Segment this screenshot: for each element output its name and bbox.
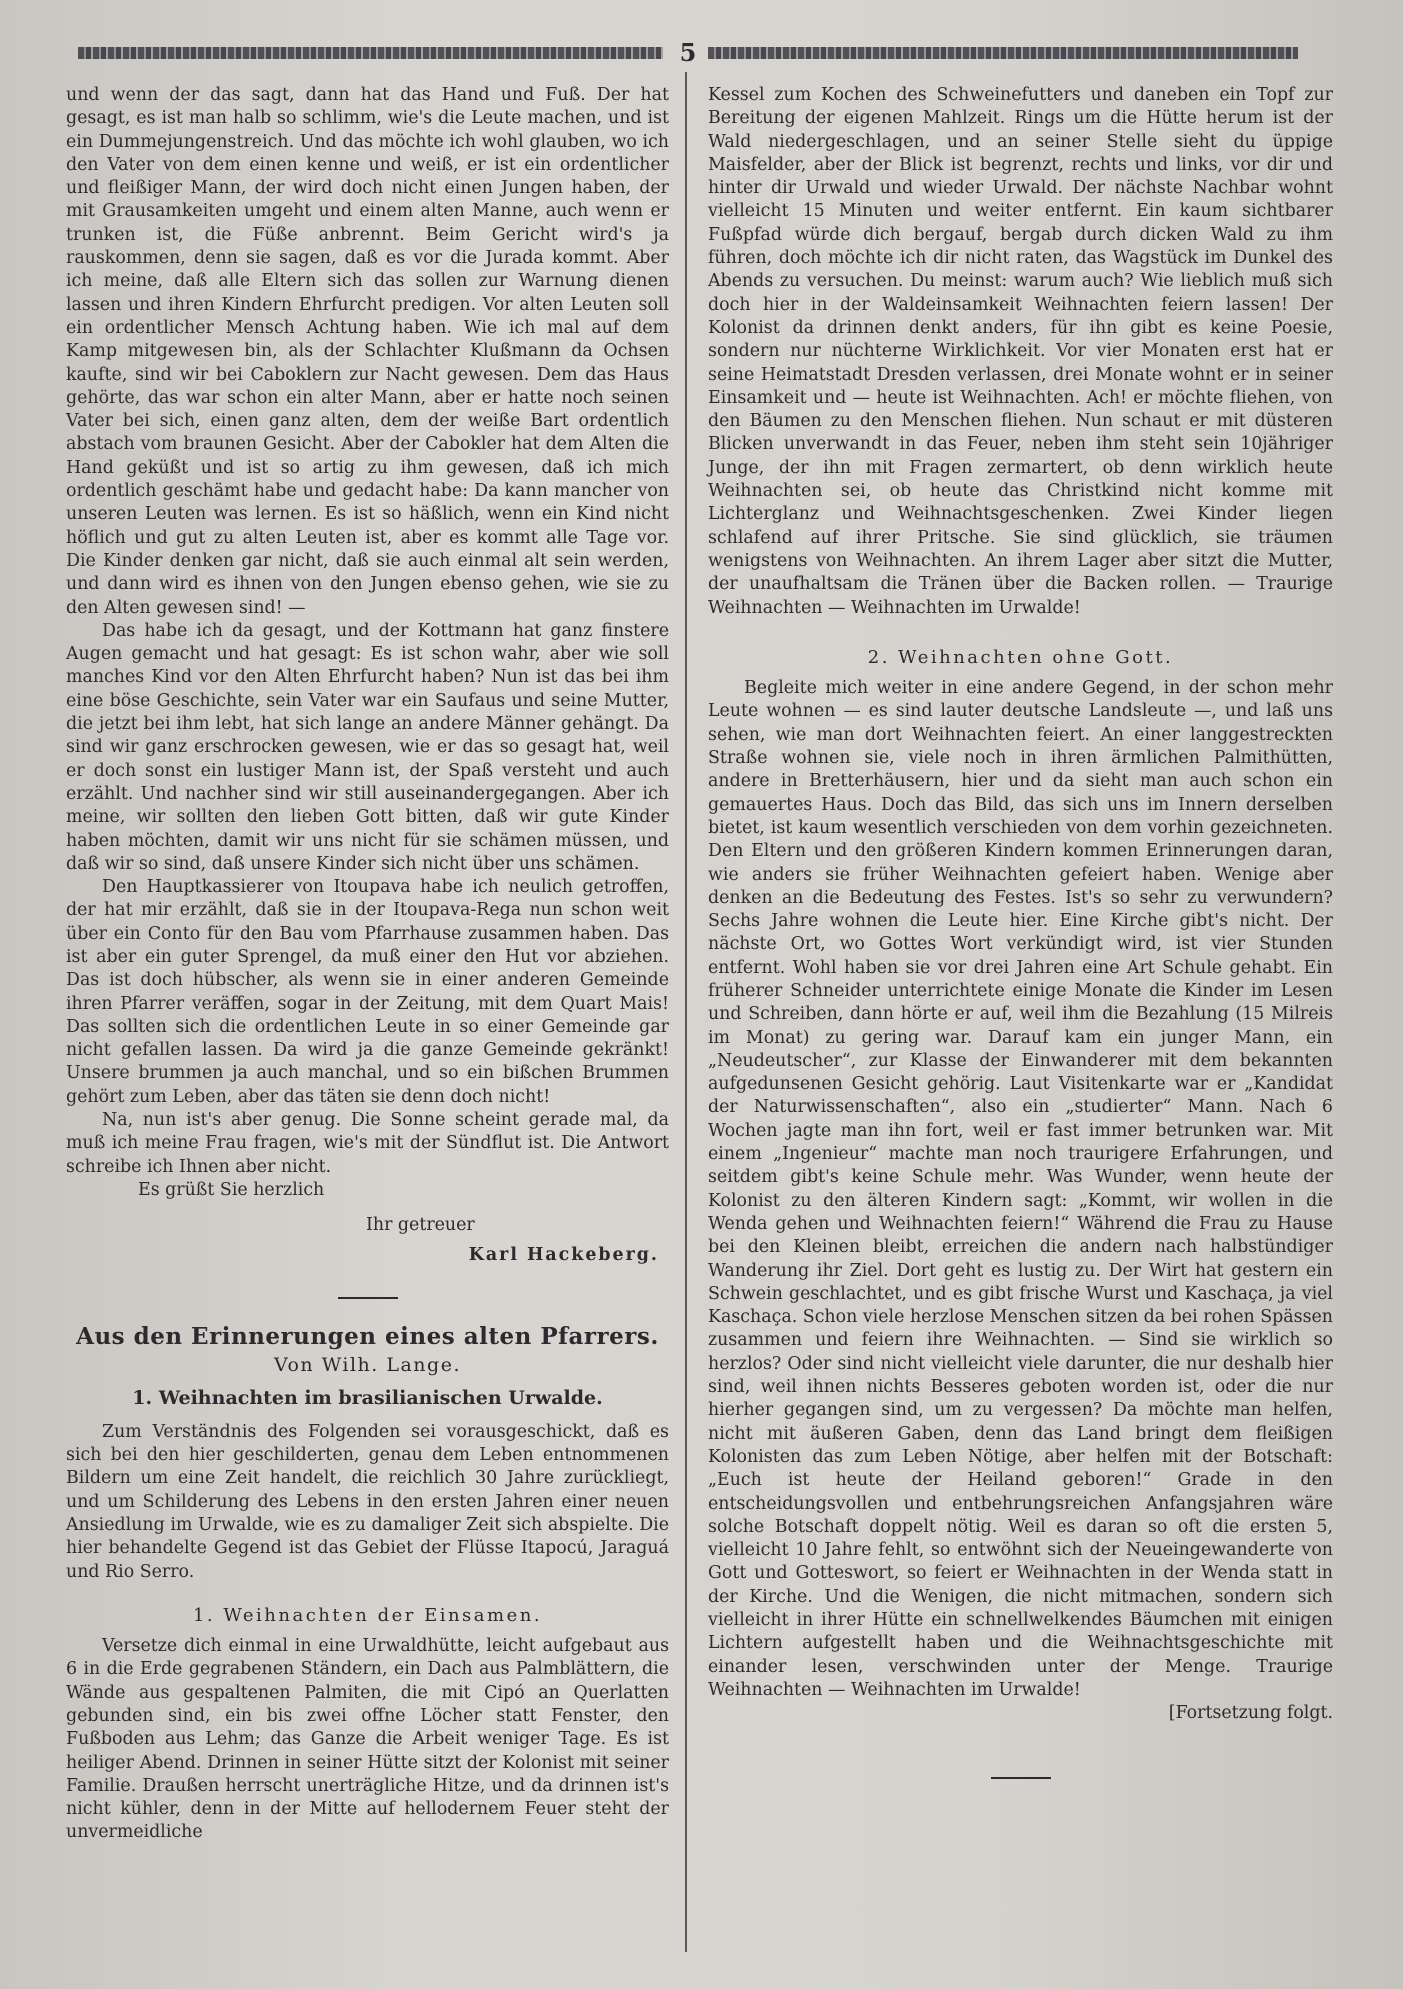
- article-title: Aus den Erinnerungen eines alten Pfarrers.: [76, 1322, 659, 1350]
- section-title: 1. Weihnachten im brasilianischen Urwalde.: [132, 1387, 603, 1410]
- subsection-title: 2. Weihnachten ohne Gott.: [867, 646, 1174, 668]
- letter-paragraph: Das habe ich da gesagt, und der Kottmann hat ganz finstere Augen gemacht und hat gesagt: Es ist schon wahr, aber wie soll manches Kind vor den Alten Ehrfurcht haben? Nun ist das bei ihm eine böse Geschichte, sein Vater war ein Saufaus und seine Mutter, die jetzt bei ihm lebt, hat sich lange an andere Männer gehängt. Da sind wir ganz erschrocken gewesen, wie er das so gesagt hat, weil er doch sonst ein lustiger Mann ist, der Spaß versteht und auch erzählt. Und nachher sind wir still auseinandergegangen. Aber ich meine, wir sollten den lieben Gott bitten, daß wir gute Kinder haben möchten, damit wir uns nicht für sie schämen müssen, und daß wir so sind, daß unsere Kinder sich nicht über uns schämen.: [66, 620, 669, 874]
- page-number: 5: [679, 38, 697, 67]
- letter-paragraph: und wenn der das sagt, dann hat das Hand und Fuß. Der hat gesagt, es ist man halb so schlimm, wie's die Leute machen, und ist ein Dummejungenstreich. Und das möchte ich wohl glauben, wo ich den Vater von dem einen kenne und weiß, er ist ein ordentlicher und fleißiger Mann, der wird doch nicht einen Jungen haben, der mit Grausamkeiten umgeht und einem alten Manne, auch wenn er trunken ist, die Füße anbrennt. Beim Gericht wird's ja rauskommen, denn sie sagen, daß es vor die Jurada kommt. Aber ich meine, daß alle Eltern sich das sollen zur Warnung dienen lassen und ihren Kindern Ehrfurcht predigen. Vor alten Leuten soll ein ordentlicher Mensch Achtung haben. Wie ich mal auf dem Kamp mitgewesen bin, als der Schlachter Klußmann da Ochsen kaufte, sind wir bei Caboklern zur Nacht gewesen. Dem das Haus gehörte, das war schon ein alter Mann, aber er hatte noch seinen Vater bei sich, einen ganz alten, dem der weiße Bart ordentlich abstach vom braunen Gesicht. Aber der Cabokler hat dem Alten die Hand geküßt und ist so artig zu ihm gewesen, daß ich mich ordentlich geschämt habe und gedacht habe: Da kann mancher von unseren Leuten was lernen. Es ist so häßlich, wenn ein Kind nicht höflich und gut zu alten Leuten ist, aber es kommt alle Tage vor. Die Kinder denken gar nicht, daß sie auch einmal alt sein werden, und dann wird es ihnen von den Jungen ebenso gehen, wie sie zu den Alten gewesen sind! —: [66, 85, 669, 618]
- continuation-note: [Fortsetzung folgt.: [1168, 1703, 1333, 1724]
- end-divider: [991, 1777, 1051, 1779]
- continued-paragraph: Kessel zum Kochen des Schweinefutters und daneben ein Topf zur Bereitung der eigenen Mahlzeit. Rings um die Hütte herum ist der Wald niedergeschlagen, und an seiner Stelle sieht du üppige Maisfelder, aber der Blick ist begrenzt, rechts und links, vor dir und hinter dir Urwald und wieder Urwald. Der nächste Nachbar wohnt vielleicht 15 Minuten und weiter entfernt. Ein kaum sichtbarer Fußpfad würde dich bergauf, bergab durch dicken Wald zu ihm führen, doch möchte ich dir nicht raten, das Wagstück im Dunkel des Abends zu versuchen. Du meinst: warum auch? Wie lieblich muß sich doch hier in der Waldeinsamkeit Weihnachten feiern lassen! Der Kolonist da drinnen denkt anders, für ihn gibt es keine Poesie, sondern nur nüchterne Wirklichkeit. Vor vier Monaten erst hat er seine Heimatstadt Dresden verlassen, drei Monate wohnt er in seiner Einsamkeit und — heute ist Weihnachten. Ach! er möchte fliehen, von den Bäumen zu den Menschen fliehen. Nun schaut er mit düsteren Blicken unverwandt in das Feuer, neben ihm steht sein 10jähriger Junge, der ihn mit Fragen zermartert, ob denn wirklich heute Weihnachten sei, ob heute das Christkind nicht komme mit Lichterglanz und Weihnachtsgeschenken. Zwei Kinder liegen schlafend auf ihrer Pritsche. Sie sind glücklich, sie träumen wenigstens von Weihnachten. An ihrem Lager aber sitzt die Mutter, der unaufhaltsam die Tränen über die Backen rollen. — Traurige Weihnachten — Weihnachten im Urwalde!: [708, 85, 1333, 618]
- letter-greeting: Es grüßt Sie herzlich: [138, 1179, 325, 1200]
- right-column: [708, 84, 1333, 1779]
- letter-closing: Ihr getreuer: [366, 1215, 475, 1236]
- intro-paragraph: Zum Verständnis des Folgenden sei vorausgeschickt, daß es sich bei den hier geschilderten, genau dem Leben entnommenen Bildern um eine Zeit handelt, die reichlich 30 Jahre zurückliegt, und um Schilderung des Lebens in den ersten Jahren einer neuen Ansiedlung im Urwalde, wie es zu damaliger Zeit sich abspielte. Die hier behandelte Gegend ist das Gebiet der Flüsse Itapocú, Jaraguá und Rio Serro.: [66, 1421, 669, 1582]
- header-ornament-left: [78, 47, 663, 59]
- subsection-title: 1. Weihnachten der Einsamen.: [192, 1604, 543, 1626]
- column-divider: [685, 72, 687, 1952]
- subsection-paragraph: Begleite mich weiter in eine andere Gegend, in der schon mehr Leute wohnen — es sind lauter deutsche Landsleute —, und laß uns sehen, wie man dort Weihnachten feiert. An einer langgestreckten Straße wohnen sie, viele noch in ihren ärmlichen Palmithütten, andere in Bretterhäusern, hier und da sieht man auch schon ein gemauertes Haus. Doch das Bild, das sich uns im Innern derselben bietet, ist kaum wesentlich verschieden von dem vorhin gezeichneten. Den Eltern und den größeren Kindern kommen Erinnerungen daran, wie anders sie früher Weihnachten gefeiert haben. Wenige aber denken an die Bedeutung des Festes. Ist's so sehr zu verwundern? Sechs Jahre wohnen die Leute hier. Eine Kirche gibt's nicht. Der nächste Ort, wo Gottes Wort verkündigt wird, ist vier Stunden entfernt. Wohl haben sie vor drei Jahren eine Art Schule gehabt. Ein früherer Schneider unterrichtete einige Monate die Kinder im Lesen und Schreiben, dann hörte er auf, weil ihm die Bezahlung (15 Milreis im Monat) zu gering war. Darauf kam ein junger Mann, ein „Neudeutscher“, zur Klasse der Einwanderer mit dem bekannten aufgedunsenen Gesicht gehörig. Laut Visitenkarte war er „Kandidat der Naturwissenschaften“, also ein „studierter“ Mann. Nach 6 Wochen jagte man ihn fort, weil er fast immer betrunken war. Mit einem „Ingenieur“ machte man noch traurigere Erfahrungen, und seitdem gibt's keine Schule mehr. Was Wunder, wenn heute der Kolonist zu den älteren Kindern sagt: „Kommt, wir wollen in die Wenda gehen und Weihnachten feiern!“ Während die Frau zu Hause bei den Kleinen bleibt, erreichen die andern nach halbstündiger Wanderung ihr Ziel. Dort geht es lustig zu. Der Wirt hat gestern ein Schwein geschlachtet, und es gibt frische Wurst und Kaschaça, ja viel Kaschaça. Schon viele herzlose Menschen sitzen da bei rohen Spässen zusammen und feiern ihre Weihnachten. — Sind sie wirklich so herzlos? Oder sind nicht vielleicht viele darunter, die nur deshalb hier sind, weil ihnen nichts Besseres geboten worden ist, oder die nur hierher gegangen sind, um zu vergessen? Da möchte man helfen, nicht mit äußeren Gaben, denn das Land bringt dem fleißigen Kolonisten das zum Leben Nötige, aber helfen mit der Botschaft: „Euch ist heute der Heiland geboren!“ Grade in den entscheidungsvollen und entbehrungsreichen Anfangsjahren wäre solche Botschaft doppelt nötig. Weil es daran so oft die ersten 5, vielleicht 10 Jahre fehlt, so entwöhnt sich der Neueingewanderte von Gott und Gotteswort, so feiert er Weihnachten in der Wenda statt in der Kirche. Und die Wenigen, die nicht mitmachen, sondern sich vielleicht in ihrer Hütte ein schnellwelkendes Bäumchen mit einigen Lichtern aufgestellt haben und die Weihnachtsgeschichte mit einander lesen, verschwinden unter der Menge. Traurige Weihnachten — Weihnachten im Urwalde!: [708, 678, 1333, 1700]
- left-column: [66, 84, 669, 1845]
- letter-signature: Karl Hackeberg.: [468, 1244, 659, 1265]
- header-ornament-right: [708, 47, 1298, 59]
- subsection-paragraph: Versetze dich einmal in eine Urwaldhütte, leicht aufgebaut aus 6 in die Erde gegrabenen Ständern, ein Dach aus Palmblättern, die Wände aus gespaltenen Palmiten, die mit Cipó an Querlatten gebunden sind, ein bis zwei offne Löcher statt Fenster, den Fußboden aus Lehm; das Ganze die Arbeit weniger Tage. Es ist heiliger Abend. Drinnen in seiner Hütte sitzt der Kolonist mit seiner Familie. Draußen herrscht unerträgliche Hitze, und da drinnen ist's nicht kühler, denn in der Mitte auf hellodernem Feuer steht der unvermeidliche: [66, 1636, 669, 1843]
- letter-paragraph: Na, nun ist's aber genug. Die Sonne scheint gerade mal, da muß ich meine Frau fragen, wie's mit der Sündflut ist. Die Antwort schreibe ich Ihnen aber nicht.: [66, 1110, 669, 1177]
- letter-paragraph: Den Hauptkassierer von Itoupava habe ich neulich getroffen, der hat mir erzählt, daß sie in der Itoupava-Rega nun schon weit über ein Conto für den Bau vom Pfarrhause zusammen haben. Das ist aber ein guter Sprengel, da muß einer den Hut vor abziehen. Das ist doch hübscher, als wenn sie in einer anderen Gemeinde ihren Pfarrer veräffen, sogar in der Zeitung, mit dem Quart Mais! Das sollten sich die ordentlichen Leute in so einer Gemeinde gar nicht gefallen lassen. Da wird ja die ganze Gemeinde gekränkt! Unsere brummen ja auch manchal, und so ein bißchen Brummen gehört zum Leben, aber das täten sie denn doch nicht!: [66, 877, 669, 1107]
- page-header: [78, 40, 1298, 66]
- article-byline: Von Wilh. Lange.: [274, 1354, 461, 1377]
- section-divider: [338, 1297, 398, 1299]
